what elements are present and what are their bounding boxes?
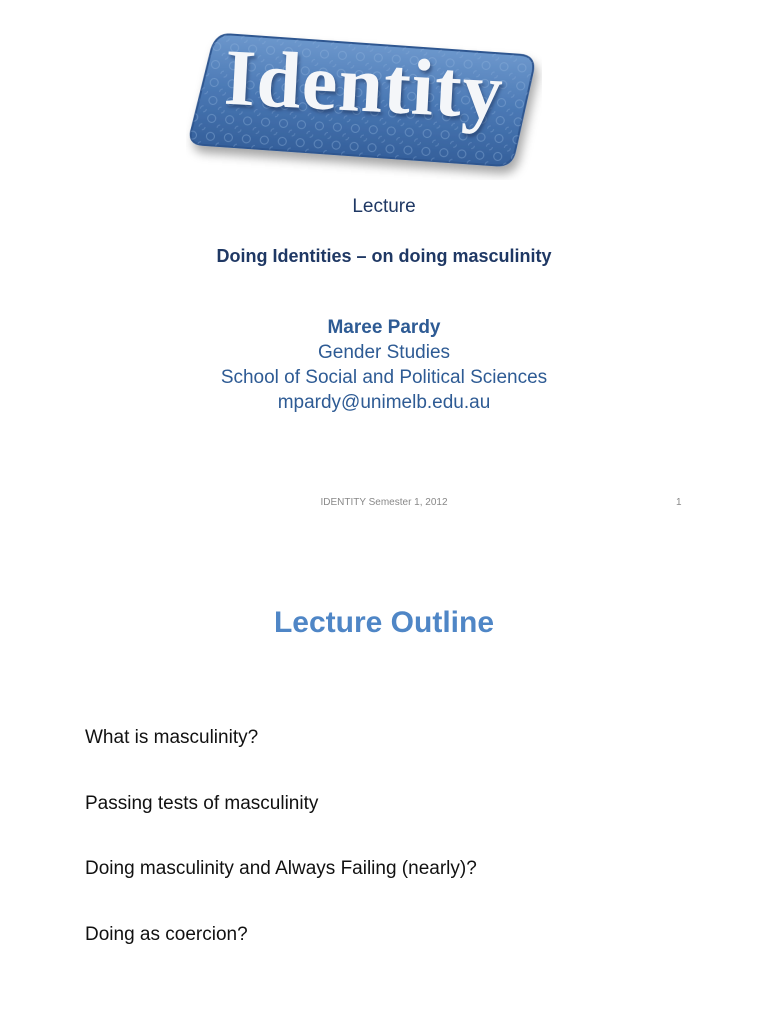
outline-item: Doing masculinity and Always Failing (nearly)? bbox=[85, 858, 477, 879]
outline-item: Passing tests of masculinity bbox=[85, 792, 319, 814]
outline-slide bbox=[0, 560, 768, 1024]
author-school: School of Social and Political Sciences bbox=[220, 367, 548, 388]
slide-page-number: 1 bbox=[676, 497, 682, 508]
logo-text: Identity bbox=[222, 33, 506, 137]
outline-item: What is masculinity? bbox=[85, 727, 259, 748]
identity-logo bbox=[186, 30, 542, 180]
slide-footer: IDENTITY Semester 1, 2012 bbox=[320, 497, 448, 508]
outline-title: Lecture Outline bbox=[273, 606, 495, 639]
lecture-title: Doing Identities – on doing masculinity bbox=[216, 246, 552, 266]
author-name: Maree Pardy bbox=[327, 317, 441, 338]
lecture-label: Lecture bbox=[352, 196, 416, 217]
outline-item: Doing as coercion? bbox=[85, 923, 248, 945]
author-department: Gender Studies bbox=[317, 342, 451, 363]
outline-list bbox=[85, 725, 477, 987]
author-email[interactable]: mpardy@unimelb.edu.au bbox=[277, 392, 491, 413]
